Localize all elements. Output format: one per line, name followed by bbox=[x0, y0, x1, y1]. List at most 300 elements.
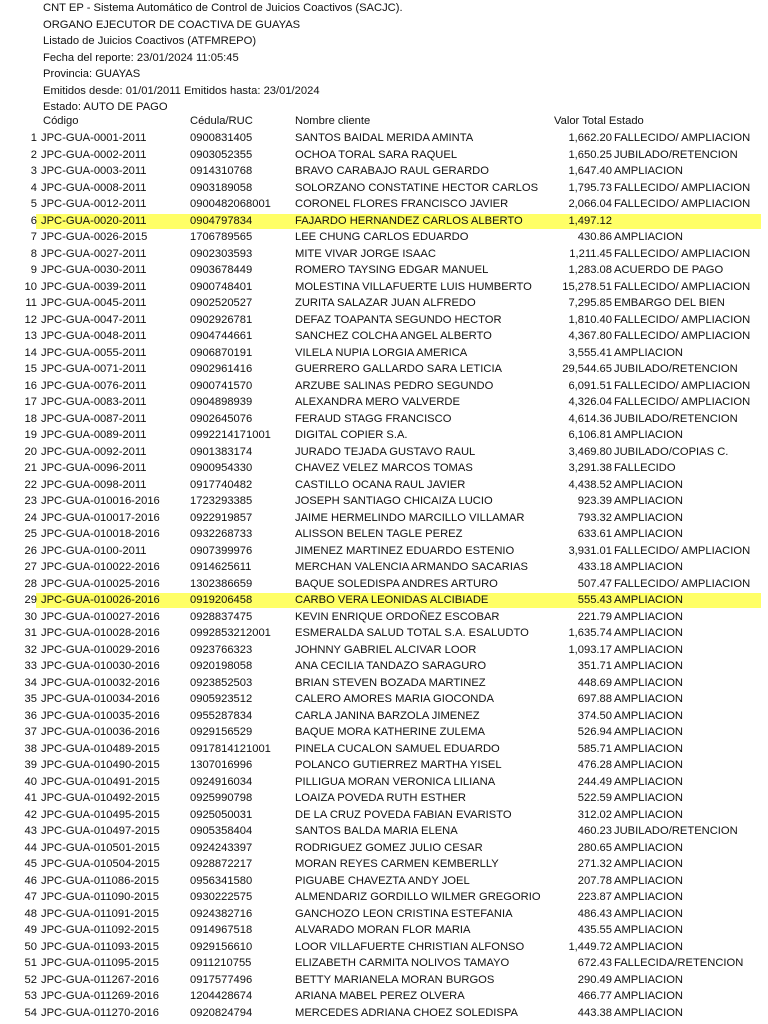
cell-nombre: ALMENDARIZ GORDILLO WILMER GREGORIO bbox=[295, 891, 541, 903]
table-row bbox=[0, 378, 768, 395]
table-row bbox=[0, 180, 768, 197]
row-number: 52 bbox=[24, 973, 37, 986]
row-number: 40 bbox=[24, 775, 37, 788]
cell-cedula: 0924243397 bbox=[190, 841, 253, 854]
cell-nombre: VILELA NUPIA LORGIA AMERICA bbox=[295, 346, 468, 359]
cell-estado: AMPLIACION bbox=[614, 231, 684, 243]
cell-valor: 6,106.81 bbox=[568, 429, 612, 441]
cell-cedula: 0904797834 bbox=[190, 214, 253, 227]
cell-estado: AMPLIACION bbox=[614, 808, 684, 821]
table-row bbox=[0, 906, 768, 923]
cell-estado: AMPLIACION bbox=[614, 478, 684, 491]
table-row bbox=[0, 295, 768, 312]
table-row bbox=[0, 196, 768, 213]
table-row bbox=[0, 708, 768, 725]
table-header bbox=[0, 113, 768, 130]
cell-valor: 1,093.17 bbox=[568, 643, 612, 656]
table-row bbox=[0, 658, 768, 675]
cell-nombre: ANA CECILIA TANDAZO SARAGURO bbox=[295, 660, 487, 672]
cell-nombre: PIGUABE CHAVEZTA ANDY JOEL bbox=[295, 874, 470, 887]
table-row bbox=[0, 1005, 768, 1022]
cell-valor: 15,278.51 bbox=[562, 280, 612, 293]
cell-valor: 3,931.01 bbox=[568, 544, 612, 557]
cell-codigo: JPC-GUA-010491-2015 bbox=[41, 775, 160, 788]
cell-nombre: ALISSON BELEN TAGLE PEREZ bbox=[295, 528, 463, 540]
cell-cedula: 0928837475 bbox=[190, 610, 253, 623]
cell-cedula: 0929156610 bbox=[190, 940, 253, 953]
cell-codigo: JPC-GUA-010497-2015 bbox=[41, 825, 160, 837]
cell-estado: AMPLIACION bbox=[614, 627, 684, 639]
cell-estado: JUBILADO/RETENCION bbox=[614, 363, 738, 375]
cell-nombre: ALVARADO MORAN FLOR MARIA bbox=[295, 924, 471, 936]
cell-nombre: PINELA CUCALON SAMUEL EDUARDO bbox=[295, 742, 500, 755]
cell-codigo: JPC-GUA-010504-2015 bbox=[41, 858, 160, 870]
cell-valor: 223.87 bbox=[577, 891, 612, 903]
cell-cedula: 0900482068001 bbox=[190, 198, 271, 210]
cell-estado: AMPLIACION bbox=[614, 940, 684, 953]
table-row bbox=[0, 213, 768, 230]
cell-codigo: JPC-GUA-0001-2011 bbox=[41, 132, 147, 144]
cell-codigo: JPC-GUA-010034-2016 bbox=[41, 693, 160, 705]
cell-cedula: 0925990798 bbox=[190, 792, 253, 804]
cell-nombre: MERCEDES ADRIANA CHOEZ SOLEDISPA bbox=[295, 1006, 518, 1019]
table-row bbox=[0, 576, 768, 593]
table-row bbox=[0, 955, 768, 972]
cell-cedula: 0917740482 bbox=[190, 478, 253, 491]
cell-estado: FALLECIDO/ AMPLIACION bbox=[614, 313, 751, 326]
status-filter: Estado: AUTO DE PAGO bbox=[43, 101, 168, 113]
cell-valor: 271.32 bbox=[577, 858, 612, 870]
cell-estado: AMPLIACION bbox=[614, 775, 684, 788]
cell-codigo: JPC-GUA-011093-2015 bbox=[41, 940, 159, 953]
cell-codigo: JPC-GUA-010026-2016 bbox=[41, 594, 160, 606]
cell-codigo: JPC-GUA-0098-2011 bbox=[41, 478, 147, 491]
row-number: 12 bbox=[24, 313, 37, 326]
cell-estado: AMPLIACION bbox=[614, 561, 684, 573]
row-number: 34 bbox=[24, 676, 37, 689]
table-row bbox=[0, 477, 768, 494]
cell-valor: 3,555.41 bbox=[568, 346, 612, 359]
cell-nombre: BAQUE MORA KATHERINE ZULEMA bbox=[295, 726, 486, 738]
cell-nombre: JAIME HERMELINDO MARCILLO VILLAMAR bbox=[295, 511, 525, 524]
cell-estado: AMPLIACION bbox=[614, 594, 684, 606]
cell-estado: AMPLIACION bbox=[614, 841, 684, 854]
cell-nombre: CASTILLO OCANA RAUL JAVIER bbox=[295, 478, 466, 491]
cell-valor: 460.23 bbox=[577, 825, 612, 837]
cell-codigo: JPC-GUA-011091-2015 bbox=[41, 907, 159, 920]
cell-codigo: JPC-GUA-0092-2011 bbox=[41, 445, 147, 458]
cell-codigo: JPC-GUA-011092-2015 bbox=[41, 924, 159, 936]
cell-valor: 4,326.04 bbox=[568, 396, 612, 408]
cell-cedula: 1307016996 bbox=[190, 759, 253, 771]
cell-codigo: JPC-GUA-0003-2011 bbox=[41, 165, 147, 177]
cell-valor: 526.94 bbox=[577, 726, 612, 738]
cell-nombre: ALEXANDRA MERO VALVERDE bbox=[295, 396, 460, 408]
cell-valor: 4,367.80 bbox=[568, 330, 612, 342]
cell-cedula: 0920198058 bbox=[190, 660, 253, 672]
table-row bbox=[0, 493, 768, 510]
cell-estado: AMPLIACION bbox=[614, 759, 684, 771]
cell-nombre: CALERO AMORES MARIA GIOCONDA bbox=[295, 693, 494, 705]
table-row bbox=[0, 988, 768, 1005]
cell-nombre: MITE VIVAR JORGE ISAAC bbox=[295, 247, 436, 260]
cell-nombre: OCHOA TORAL SARA RAQUEL bbox=[295, 148, 458, 161]
cell-valor: 207.78 bbox=[577, 874, 612, 887]
row-number: 11 bbox=[25, 297, 37, 309]
row-number: 23 bbox=[24, 495, 37, 507]
row-number: 37 bbox=[24, 726, 37, 738]
column-header-valor-estado: Valor Total Estado bbox=[554, 115, 644, 127]
table-row bbox=[0, 510, 768, 527]
cell-valor: 672.43 bbox=[577, 957, 612, 969]
cell-cedula: 0903052355 bbox=[190, 148, 253, 161]
cell-nombre: JURADO TEJADA GUSTAVO RAUL bbox=[295, 445, 476, 458]
cell-cedula: 0924916034 bbox=[190, 775, 253, 788]
cell-valor: 280.65 bbox=[577, 841, 612, 854]
table-row bbox=[0, 444, 768, 461]
cell-codigo: JPC-GUA-010016-2016 bbox=[41, 495, 160, 507]
cell-codigo: JPC-GUA-010028-2016 bbox=[41, 627, 160, 639]
cell-codigo: JPC-GUA-0083-2011 bbox=[41, 396, 147, 408]
table-row bbox=[0, 361, 768, 378]
table-row bbox=[0, 543, 768, 560]
cell-nombre: POLANCO GUTIERREZ MARTHA YISEL bbox=[295, 759, 502, 771]
row-number: 3 bbox=[30, 165, 37, 177]
row-number: 17 bbox=[24, 396, 37, 408]
cell-cedula: 0905923512 bbox=[190, 693, 253, 705]
cell-valor: 3,291.38 bbox=[568, 462, 612, 474]
cell-estado: AMPLIACION bbox=[614, 990, 684, 1002]
cell-valor: 1,795.73 bbox=[568, 181, 612, 194]
cell-estado: AMPLIACION bbox=[614, 874, 684, 887]
table-row bbox=[0, 526, 768, 543]
cell-codigo: JPC-GUA-011269-2016 bbox=[41, 990, 159, 1002]
row-number: 20 bbox=[24, 445, 37, 458]
cell-cedula: 0900831405 bbox=[190, 132, 253, 144]
cell-codigo: JPC-GUA-0026-2015 bbox=[41, 231, 148, 243]
table-row bbox=[0, 675, 768, 692]
cell-estado: AMPLIACION bbox=[614, 693, 684, 705]
cell-valor: 435.55 bbox=[577, 924, 612, 936]
table-row bbox=[0, 609, 768, 626]
cell-cedula: 0924382716 bbox=[190, 907, 253, 920]
cell-nombre: GANCHOZO LEON CRISTINA ESTEFANIA bbox=[295, 907, 513, 920]
cell-codigo: JPC-GUA-010036-2016 bbox=[41, 726, 160, 738]
cell-valor: 923.39 bbox=[577, 495, 612, 507]
column-header-cedula: Cédula/RUC bbox=[190, 115, 253, 127]
cell-valor: 1,449.72 bbox=[568, 940, 612, 953]
cell-cedula: 0917814121001 bbox=[190, 742, 271, 755]
cell-codigo: JPC-GUA-010025-2016 bbox=[41, 577, 160, 590]
cell-valor: 466.77 bbox=[577, 990, 612, 1002]
table-row bbox=[0, 229, 768, 246]
cell-cedula: 0932268733 bbox=[190, 528, 253, 540]
cell-valor: 443.38 bbox=[577, 1006, 612, 1019]
cell-codigo: JPC-GUA-010027-2016 bbox=[41, 610, 160, 623]
cell-estado: EMBARGO DEL BIEN bbox=[614, 297, 725, 309]
row-number: 51 bbox=[24, 957, 37, 969]
table-row bbox=[0, 840, 768, 857]
cell-valor: 1,635.74 bbox=[568, 627, 612, 639]
row-number: 44 bbox=[24, 841, 37, 854]
row-number: 39 bbox=[24, 759, 37, 771]
row-number: 26 bbox=[24, 544, 37, 557]
row-number: 53 bbox=[24, 990, 37, 1002]
cell-valor: 1,662.20 bbox=[568, 132, 612, 144]
cell-codigo: JPC-GUA-0048-2011 bbox=[41, 330, 147, 342]
row-number: 42 bbox=[24, 808, 37, 821]
cell-valor: 1,650.25 bbox=[568, 148, 612, 161]
table-row bbox=[0, 312, 768, 329]
cell-codigo: JPC-GUA-0020-2011 bbox=[41, 214, 147, 227]
cell-nombre: DE LA CRUZ POVEDA FABIAN EVARISTO bbox=[295, 808, 512, 821]
cell-nombre: LOAIZA POVEDA RUTH ESTHER bbox=[295, 792, 466, 804]
cell-valor: 793.32 bbox=[577, 511, 612, 524]
column-header-nombre: Nombre cliente bbox=[295, 115, 371, 127]
cell-nombre: ESMERALDA SALUD TOTAL S.A. ESALUDTO bbox=[295, 627, 529, 639]
row-number: 45 bbox=[24, 858, 37, 870]
table-row bbox=[0, 807, 768, 824]
cell-codigo: JPC-GUA-010490-2015 bbox=[41, 759, 160, 771]
cell-cedula: 0911210755 bbox=[190, 957, 252, 969]
cell-valor: 555.43 bbox=[577, 594, 612, 606]
row-number: 7 bbox=[30, 231, 37, 243]
cell-codigo: JPC-GUA-011270-2016 bbox=[41, 1006, 159, 1019]
cell-estado: ACUERDO DE PAGO bbox=[614, 264, 724, 276]
cell-codigo: JPC-GUA-011090-2015 bbox=[41, 891, 159, 903]
cell-estado: FALLECIDO/ AMPLIACION bbox=[614, 379, 751, 392]
cell-codigo: JPC-GUA-0045-2011 bbox=[41, 297, 147, 309]
row-number: 29 bbox=[24, 594, 37, 606]
row-number: 54 bbox=[24, 1006, 37, 1019]
cell-cedula: 0919206458 bbox=[190, 594, 253, 606]
cell-cedula: 0917577496 bbox=[190, 973, 253, 986]
cell-codigo: JPC-GUA-010032-2016 bbox=[41, 676, 160, 689]
cell-codigo: JPC-GUA-0027-2011 bbox=[41, 247, 147, 260]
cell-codigo: JPC-GUA-0100-2011 bbox=[41, 544, 147, 557]
cell-codigo: JPC-GUA-010029-2016 bbox=[41, 643, 160, 656]
row-number: 4 bbox=[30, 181, 37, 194]
cell-nombre: GUERRERO GALLARDO SARA LETICIA bbox=[295, 363, 503, 375]
row-number: 9 bbox=[30, 264, 37, 276]
cell-cedula: 1706789565 bbox=[190, 231, 253, 243]
cell-codigo: JPC-GUA-010018-2016 bbox=[41, 528, 160, 540]
cell-cedula: 0902645076 bbox=[190, 412, 253, 425]
cell-nombre: FERAUD STAGG FRANCISCO bbox=[295, 412, 452, 425]
cell-estado: JUBILADO/RETENCION bbox=[614, 825, 738, 837]
row-number: 6 bbox=[30, 214, 37, 227]
cell-valor: 1,810.40 bbox=[568, 313, 612, 326]
report-date: Fecha del reporte: 23/01/2024 11:05:45 bbox=[43, 51, 239, 64]
cell-cedula: 0901383174 bbox=[190, 445, 253, 458]
cell-codigo: JPC-GUA-010022-2016 bbox=[41, 561, 160, 573]
cell-estado: FALLECIDO bbox=[614, 462, 676, 474]
table-row bbox=[0, 130, 768, 147]
cell-valor: 351.71 bbox=[577, 660, 612, 672]
row-number: 8 bbox=[30, 247, 37, 260]
table-row bbox=[0, 642, 768, 659]
cell-codigo: JPC-GUA-0047-2011 bbox=[41, 313, 147, 326]
cell-valor: 1,283.08 bbox=[568, 264, 612, 276]
cell-estado: AMPLIACION bbox=[614, 1006, 684, 1019]
table-row bbox=[0, 163, 768, 180]
cell-cedula: 1723293385 bbox=[190, 495, 253, 507]
cell-nombre: ARIANA MABEL PEREZ OLVERA bbox=[295, 990, 465, 1002]
row-number: 19 bbox=[24, 429, 37, 441]
cell-nombre: LOOR VILLAFUERTE CHRISTIAN ALFONSO bbox=[295, 940, 525, 953]
cell-cedula: 0907399976 bbox=[190, 544, 253, 557]
row-number: 18 bbox=[24, 412, 37, 425]
cell-codigo: JPC-GUA-010489-2015 bbox=[41, 742, 160, 755]
cell-estado: JUBILADO/RETENCION bbox=[614, 148, 738, 161]
cell-nombre: ZURITA SALAZAR JUAN ALFREDO bbox=[295, 297, 476, 309]
row-number: 22 bbox=[24, 478, 37, 491]
cell-valor: 486.43 bbox=[577, 907, 612, 920]
cell-valor: 221.79 bbox=[577, 610, 612, 623]
cell-cedula: 0914625611 bbox=[190, 561, 252, 573]
row-number: 30 bbox=[24, 610, 37, 623]
cell-nombre: JOSEPH SANTIAGO CHICAIZA LUCIO bbox=[295, 495, 493, 507]
cell-cedula: 0923766323 bbox=[190, 643, 253, 656]
table-row bbox=[0, 262, 768, 279]
cell-estado: FALLECIDO/ AMPLIACION bbox=[614, 396, 751, 408]
cell-estado: AMPLIACION bbox=[614, 610, 684, 623]
cell-nombre: ARZUBE SALINAS PEDRO SEGUNDO bbox=[295, 379, 494, 392]
cell-nombre: MORAN REYES CARMEN KEMBERLLY bbox=[295, 858, 499, 870]
table-row bbox=[0, 592, 768, 609]
table-row bbox=[0, 147, 768, 164]
row-number: 10 bbox=[24, 280, 37, 293]
row-number: 25 bbox=[24, 528, 37, 540]
date-range: Emitidos desde: 01/01/2011 Emitidos hasta: 23/01/2024 bbox=[43, 84, 320, 97]
cell-nombre: KEVIN ENRIQUE ORDOÑEZ ESCOBAR bbox=[295, 610, 500, 623]
table-row bbox=[0, 922, 768, 939]
cell-cedula: 0928872217 bbox=[190, 858, 253, 870]
cell-cedula: 0904744661 bbox=[190, 330, 253, 342]
table-row bbox=[0, 279, 768, 296]
row-number: 15 bbox=[24, 363, 37, 375]
cell-estado: JUBILADO/COPIAS C. bbox=[614, 445, 729, 458]
cell-estado: AMPLIACION bbox=[614, 858, 684, 870]
table-row bbox=[0, 823, 768, 840]
table-row bbox=[0, 559, 768, 576]
cell-estado: FALLECIDO/ AMPLIACION bbox=[614, 247, 751, 260]
row-number: 1 bbox=[30, 132, 37, 144]
cell-nombre: CHAVEZ VELEZ MARCOS TOMAS bbox=[295, 462, 473, 474]
cell-nombre: RODRIGUEZ GOMEZ JULIO CESAR bbox=[295, 841, 483, 854]
report-title: Listado de Juicios Coactivos (ATFMREPO) bbox=[43, 35, 257, 47]
cell-estado: AMPLIACION bbox=[614, 891, 684, 903]
table-row bbox=[0, 873, 768, 890]
row-number: 33 bbox=[24, 660, 37, 672]
row-number: 14 bbox=[24, 346, 37, 359]
table-row bbox=[0, 757, 768, 774]
cell-valor: 6,091.51 bbox=[568, 379, 612, 392]
cell-valor: 7,295.85 bbox=[568, 297, 612, 309]
cell-cedula: 0904898939 bbox=[190, 396, 253, 408]
cell-nombre: JOHNNY GABRIEL ALCIVAR LOOR bbox=[295, 643, 477, 656]
row-number: 32 bbox=[24, 643, 37, 656]
cell-nombre: CORONEL FLORES FRANCISCO JAVIER bbox=[295, 198, 509, 210]
row-number: 36 bbox=[24, 709, 37, 722]
cell-codigo: JPC-GUA-0087-2011 bbox=[41, 412, 147, 425]
cell-nombre: DIGITAL COPIER S.A. bbox=[295, 429, 408, 441]
cell-codigo: JPC-GUA-010501-2015 bbox=[41, 841, 160, 854]
cell-codigo: JPC-GUA-0089-2011 bbox=[41, 429, 147, 441]
cell-valor: 585.71 bbox=[577, 742, 612, 755]
cell-nombre: SANCHEZ COLCHA ANGEL ALBERTO bbox=[295, 330, 492, 342]
cell-nombre: LEE CHUNG CARLOS EDUARDO bbox=[295, 231, 469, 243]
cell-estado: AMPLIACION bbox=[614, 165, 684, 177]
cell-valor: 697.88 bbox=[577, 693, 612, 705]
cell-valor: 29,544.65 bbox=[562, 363, 612, 375]
table-row bbox=[0, 328, 768, 345]
cell-nombre: BAQUE SOLEDISPA ANDRES ARTURO bbox=[295, 577, 498, 590]
cell-estado: AMPLIACION bbox=[614, 511, 684, 524]
cell-nombre: SANTOS BAIDAL MERIDA AMINTA bbox=[295, 132, 474, 144]
cell-nombre: CARLA JANINA BARZOLA JIMENEZ bbox=[295, 709, 480, 722]
table-row bbox=[0, 427, 768, 444]
table-row bbox=[0, 394, 768, 411]
cell-valor: 312.02 bbox=[577, 808, 612, 821]
cell-codigo: JPC-GUA-0071-2011 bbox=[41, 363, 147, 375]
cell-valor: 2,066.04 bbox=[568, 198, 612, 210]
cell-estado: AMPLIACION bbox=[614, 973, 684, 986]
cell-valor: 290.49 bbox=[577, 973, 612, 986]
row-number: 16 bbox=[24, 379, 37, 392]
cell-estado: FALLECIDO/ AMPLIACION bbox=[614, 577, 751, 590]
cell-cedula: 0929156529 bbox=[190, 726, 253, 738]
row-number: 38 bbox=[24, 742, 37, 755]
cell-valor: 4,438.52 bbox=[568, 478, 612, 491]
cell-cedula: 0955287834 bbox=[190, 709, 253, 722]
cell-nombre: MERCHAN VALENCIA ARMANDO SACARIAS bbox=[295, 561, 528, 573]
cell-estado: FALLECIDO/ AMPLIACION bbox=[614, 132, 751, 144]
cell-estado: JUBILADO/RETENCION bbox=[614, 412, 738, 425]
row-number: 28 bbox=[24, 577, 37, 590]
row-number: 21 bbox=[24, 462, 37, 474]
row-number: 48 bbox=[24, 907, 37, 920]
cell-cedula: 0902303593 bbox=[190, 247, 253, 260]
cell-cedula: 0992214171001 bbox=[190, 429, 271, 441]
row-number: 47 bbox=[24, 891, 37, 903]
cell-cedula: 0920824794 bbox=[190, 1006, 253, 1019]
cell-valor: 374.50 bbox=[577, 709, 612, 722]
cell-nombre: BRAVO CARABAJO RAUL GERARDO bbox=[295, 165, 489, 177]
cell-codigo: JPC-GUA-010495-2015 bbox=[41, 808, 160, 821]
cell-valor: 522.59 bbox=[577, 792, 612, 804]
cell-cedula: 0902926781 bbox=[190, 313, 253, 326]
row-number: 2 bbox=[30, 148, 37, 161]
cell-cedula: 0905358404 bbox=[190, 825, 253, 837]
cell-codigo: JPC-GUA-010492-2015 bbox=[41, 792, 160, 804]
cell-estado: AMPLIACION bbox=[614, 660, 684, 672]
cell-nombre: BETTY MARIANELA MORAN BURGOS bbox=[295, 973, 495, 986]
row-number: 49 bbox=[24, 924, 37, 936]
cell-nombre: SOLORZANO CONSTATINE HECTOR CARLOS bbox=[295, 181, 539, 194]
cell-valor: 507.47 bbox=[577, 577, 612, 590]
row-number: 24 bbox=[24, 511, 37, 524]
row-number: 50 bbox=[24, 940, 37, 953]
province: Provincia: GUAYAS bbox=[43, 68, 141, 80]
cell-estado: AMPLIACION bbox=[614, 907, 684, 920]
table-row bbox=[0, 741, 768, 758]
cell-cedula: 0956341580 bbox=[190, 874, 253, 887]
row-number: 5 bbox=[30, 198, 37, 210]
cell-valor: 433.18 bbox=[577, 561, 612, 573]
cell-estado: FALLECIDO/ AMPLIACION bbox=[614, 280, 751, 293]
table-row bbox=[0, 411, 768, 428]
